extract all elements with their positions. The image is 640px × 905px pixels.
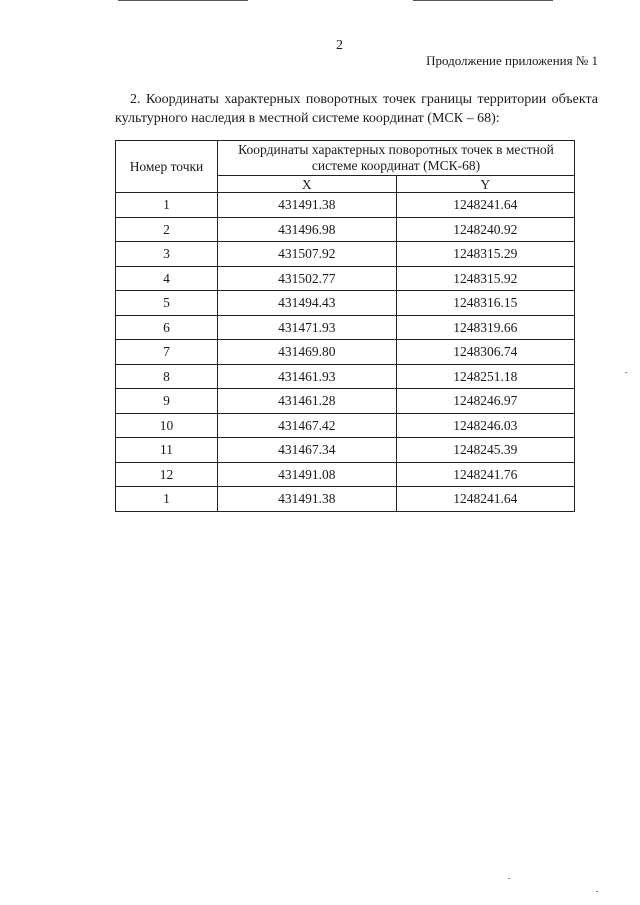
table-row	[116, 315, 575, 340]
scan-speck	[596, 891, 598, 892]
point-number-cell: 1	[116, 193, 218, 218]
table-row	[116, 340, 575, 365]
x-coordinate-cell: 431469.80	[218, 340, 397, 365]
y-coordinate-cell: 1248246.03	[396, 413, 575, 438]
x-coordinate-cell: 431502.77	[218, 266, 397, 291]
point-number-cell: 11	[116, 438, 218, 463]
x-coordinate-cell: 431491.38	[218, 193, 397, 218]
y-coordinate-cell: 1248241.64	[396, 193, 575, 218]
y-coordinate-cell: 1248245.39	[396, 438, 575, 463]
point-number-header: Номер точки	[116, 141, 218, 193]
scan-speck	[625, 372, 627, 373]
x-coordinate-cell: 431467.34	[218, 438, 397, 463]
section-title: 2. Координаты характерных поворотных точек границы территории объекта культурного наследия в местной системе координат (МСК – 68):	[115, 92, 598, 126]
point-number-cell: 6	[116, 315, 218, 340]
page-number: 2	[336, 38, 343, 53]
table-row	[116, 291, 575, 316]
y-coordinate-cell: 1248315.29	[396, 242, 575, 267]
table-row	[116, 438, 575, 463]
point-number-cell: 7	[116, 340, 218, 365]
table-row	[116, 217, 575, 242]
table-row	[116, 266, 575, 291]
x-coordinate-cell: 431467.42	[218, 413, 397, 438]
coordinates-table	[115, 140, 575, 512]
y-coordinate-cell: 1248315.92	[396, 266, 575, 291]
point-number-cell: 3	[116, 242, 218, 267]
scan-artifact-line	[413, 0, 553, 1]
x-coordinate-cell: 431494.43	[218, 291, 397, 316]
x-coordinate-cell: 431461.28	[218, 389, 397, 414]
x-coordinate-cell: 431491.08	[218, 462, 397, 487]
y-coordinate-cell: 1248319.66	[396, 315, 575, 340]
table-body	[116, 193, 575, 512]
point-number-cell: 5	[116, 291, 218, 316]
point-number-cell: 8	[116, 364, 218, 389]
table-row	[116, 413, 575, 438]
table-row	[116, 462, 575, 487]
annex-label: Продолжение приложения № 1	[426, 53, 598, 68]
table-row	[116, 193, 575, 218]
point-number-cell: 12	[116, 462, 218, 487]
table-row	[116, 487, 575, 512]
table-row	[116, 364, 575, 389]
y-coordinate-cell: 1248251.18	[396, 364, 575, 389]
y-coordinate-cell: 1248306.74	[396, 340, 575, 365]
point-number-cell: 2	[116, 217, 218, 242]
scan-artifact-line	[118, 0, 248, 1]
x-coordinate-cell: 431471.93	[218, 315, 397, 340]
coordinate-system-header: Координаты характерных поворотных точек в местной системе координат (МСК-68)	[218, 141, 575, 176]
x-coordinate-cell: 431496.98	[218, 217, 397, 242]
x-coordinate-cell: 431461.93	[218, 364, 397, 389]
point-number-cell: 9	[116, 389, 218, 414]
x-coordinate-cell: 431491.38	[218, 487, 397, 512]
x-header: X	[218, 176, 397, 193]
x-coordinate-cell: 431507.92	[218, 242, 397, 267]
scan-speck	[508, 878, 510, 879]
y-header: Y	[396, 176, 575, 193]
y-coordinate-cell: 1248240.92	[396, 217, 575, 242]
point-number-cell: 10	[116, 413, 218, 438]
point-number-cell: 1	[116, 487, 218, 512]
y-coordinate-cell: 1248246.97	[396, 389, 575, 414]
y-coordinate-cell: 1248241.76	[396, 462, 575, 487]
point-number-cell: 4	[116, 266, 218, 291]
y-coordinate-cell: 1248241.64	[396, 487, 575, 512]
y-coordinate-cell: 1248316.15	[396, 291, 575, 316]
table-row	[116, 389, 575, 414]
table-row	[116, 242, 575, 267]
